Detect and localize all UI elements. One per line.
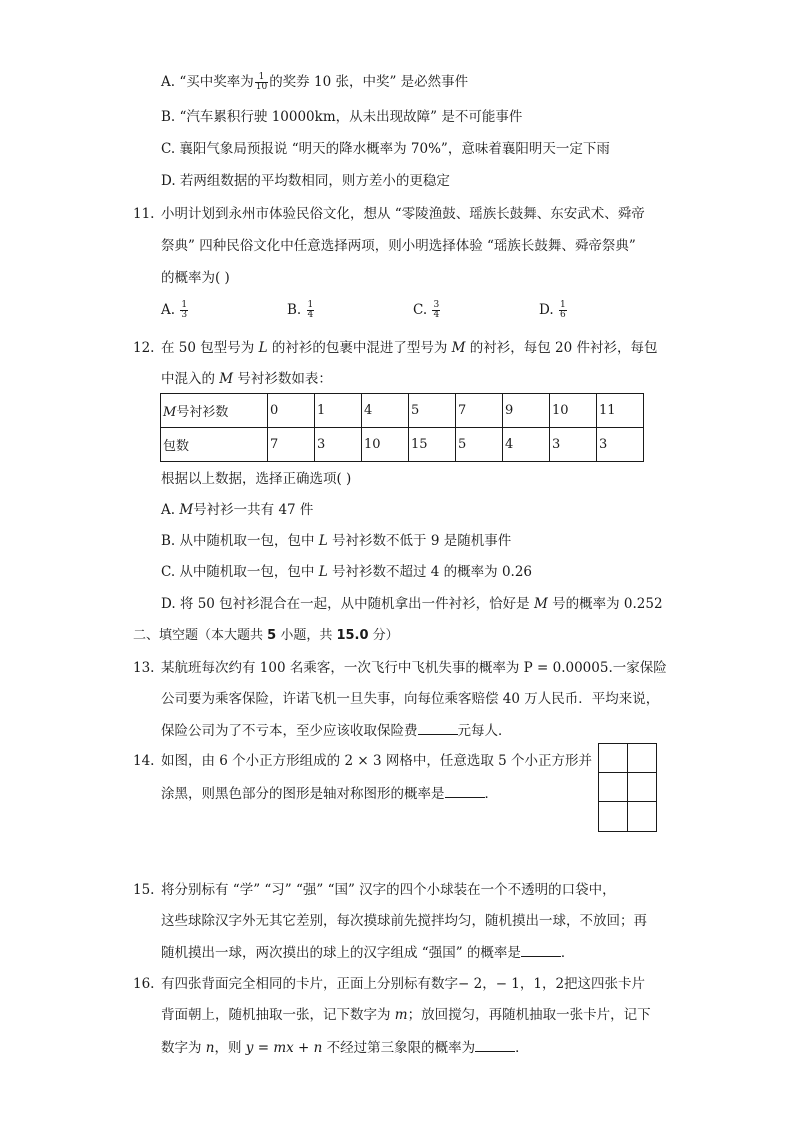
q12-line1 xyxy=(161,338,658,358)
table-cell: 3 xyxy=(315,428,362,462)
q16-line3 xyxy=(161,1037,529,1058)
q14-l2-b: ． xyxy=(484,786,498,802)
q11-option-d-fraction xyxy=(559,301,567,320)
q10-a-text-post: 的奖券 10 张，中奖” 是必然事件 xyxy=(269,74,469,90)
table-cell: 1 xyxy=(315,394,362,428)
q10-a-fraction xyxy=(255,73,268,92)
q10-a-text-pre: A. “买中奖率为 xyxy=(161,74,254,90)
section-2-suffix: 分） xyxy=(368,628,399,643)
q14-grid-figure xyxy=(598,743,657,832)
q11-d-num: 1 xyxy=(559,300,566,310)
q12-l1-a: 在 50 包型号为 xyxy=(161,340,259,356)
q15-number: 15. xyxy=(133,882,155,898)
q14-answer-blank[interactable] xyxy=(445,783,485,798)
table-cell: 4 xyxy=(503,428,550,462)
q12-l1-c: 的衬衫，每包 20 件衬衫，每包 xyxy=(465,340,658,356)
q12-a-text: 号衬衫一共有 47 件 xyxy=(193,502,314,518)
q11-a-num: 1 xyxy=(181,300,188,310)
table-row xyxy=(161,394,644,428)
table-var-m: M xyxy=(163,405,177,420)
grid-cell xyxy=(598,772,628,802)
q13-l3-b: 元每人． xyxy=(457,723,512,739)
table-cell: 9 xyxy=(503,394,550,428)
q15-line2: 这些球除汉字外无其它差别，每次摸球前先搅拌均匀，随机摸出一球，不放回；再 xyxy=(161,913,647,929)
q11-b-num: 1 xyxy=(307,300,314,310)
q13-line1: 某航班每次约有 100 名乘客，一次飞行中飞机失事的概率为 P = 0.00005.一家保险 xyxy=(161,660,667,676)
table-row1-label: 号衬衫数 xyxy=(176,405,229,420)
q16-number: 16. xyxy=(133,976,155,992)
q10-a-frac-num: 1 xyxy=(255,73,268,83)
table-row xyxy=(161,428,644,462)
table-cell: 3 xyxy=(597,428,644,462)
q12-d-a: D. 将 50 包衬衫混合在一起，从中随机拿出一件衬衫，恰好是 xyxy=(161,596,534,612)
q11-option-b-fraction xyxy=(307,301,315,320)
q16-equation: y = mx + n xyxy=(245,1040,323,1056)
q16-l2-a: 背面朝上，随机抽取一张，记下数字为 xyxy=(161,1007,395,1023)
q11-a-den: 3 xyxy=(181,310,188,320)
q12-data-table xyxy=(160,393,644,462)
section-2-count: 5 xyxy=(267,628,277,643)
q16-var-m: m xyxy=(394,1007,408,1023)
q11-option-b xyxy=(287,300,315,320)
q12-d-b: 号的概率为 0.252 xyxy=(547,596,663,612)
q13-number: 13. xyxy=(133,660,155,676)
q12-option-d xyxy=(161,594,663,614)
q11-option-a-fraction xyxy=(180,301,188,320)
table-cell: 3 xyxy=(550,428,597,462)
q11-option-a-label: A. xyxy=(161,302,176,318)
q12-a-var-m: M xyxy=(179,502,194,518)
grid-cell xyxy=(627,772,657,802)
q13-line3 xyxy=(161,720,512,741)
table-cell: 15 xyxy=(409,428,456,462)
section-2-score: 15.0 xyxy=(336,628,369,643)
q15-l3-b: ． xyxy=(560,945,575,961)
table-cell: 11 xyxy=(597,394,644,428)
q12-line2 xyxy=(161,369,332,389)
table-cell: 5 xyxy=(409,394,456,428)
q11-option-d xyxy=(539,300,568,320)
table-cell: 10 xyxy=(550,394,597,428)
table-cell: 10 xyxy=(362,428,409,462)
q11-line3: 的概率为( ) xyxy=(161,270,230,286)
q16-l3-b: ，则 xyxy=(214,1040,246,1056)
q11-option-d-label: D. xyxy=(539,302,554,318)
q12-l1-var-l: L xyxy=(258,340,268,356)
grid-cell xyxy=(627,801,657,832)
grid-cell xyxy=(598,743,628,773)
q12-a-label: A. xyxy=(161,502,180,518)
q12-option-a xyxy=(161,500,313,520)
q12-l2-a: 中混入的 xyxy=(161,371,220,387)
table-header-cell: 包数 xyxy=(161,428,268,462)
q12-d-var-m: M xyxy=(533,596,548,612)
q15-l3-a: 随机摸出一球，两次摸出的球上的汉字组成 “强国” 的概率是 xyxy=(161,945,521,961)
q11-number: 11. xyxy=(133,206,155,222)
q15-line3 xyxy=(161,942,574,963)
q12-option-b xyxy=(161,531,511,551)
q16-l3-c: 不经过第三象限的概率为 xyxy=(322,1040,476,1056)
q16-answer-blank[interactable] xyxy=(475,1037,515,1052)
q16-line1: 有四张背面完全相同的卡片，正面上分别标有数字− 2，− 1，1，2把这四张卡片 xyxy=(161,976,646,992)
q12-c-a: C. 从中随机取一包，包中 xyxy=(161,564,319,580)
q11-line2: 祭典” 四种民俗文化中任意选择两项，则小明选择体验 “瑶族长鼓舞、舜帝祭典” xyxy=(161,238,636,254)
q10-option-a xyxy=(161,72,468,92)
q11-option-c-fraction xyxy=(432,301,440,320)
q16-var-n: n xyxy=(205,1040,215,1056)
q11-b-den: 4 xyxy=(307,310,314,320)
table-cell: 7 xyxy=(268,428,315,462)
q12-l1-b: 的衬衫的包裹中混进了型号为 xyxy=(267,340,452,356)
grid-cell xyxy=(627,743,657,773)
grid-cell xyxy=(598,801,628,832)
q14-line1: 如图，由 6 个小正方形组成的 2 × 3 网格中，任意选取 5 个小正方形并 xyxy=(161,753,592,769)
q11-option-a xyxy=(161,300,189,320)
q11-c-num: 3 xyxy=(433,300,440,310)
q11-c-den: 4 xyxy=(433,310,440,320)
q10-option-d: D. 若两组数据的平均数相同，则方差小的更稳定 xyxy=(161,173,450,189)
q12-l1-var-m: M xyxy=(451,340,466,356)
q11-option-c xyxy=(413,300,441,320)
q11-d-den: 6 xyxy=(559,310,566,320)
q10-a-frac-den: 10 xyxy=(255,82,268,92)
table-cell: 4 xyxy=(362,394,409,428)
q12-b-a: B. 从中随机取一包，包中 xyxy=(161,533,319,549)
q16-l3-d: ． xyxy=(515,1040,529,1056)
q13-answer-blank[interactable] xyxy=(418,720,458,735)
q10-option-b: B. “汽车累积行驶 10000km，从未出现故障” 是不可能事件 xyxy=(161,109,523,125)
q12-l2-var-m: M xyxy=(219,371,234,387)
q16-l3-a: 数字为 xyxy=(161,1040,206,1056)
q12-b-var-l: L xyxy=(318,533,328,549)
q13-line2: 公司要为乘客保险，许诺飞机一旦失事，向每位乘客赔偿 40 万人民币．平均来说， xyxy=(161,691,660,707)
q12-option-c xyxy=(161,562,532,582)
table-cell: 0 xyxy=(268,394,315,428)
q14-number: 14. xyxy=(133,753,155,769)
section-2-mid: 小题，共 xyxy=(276,628,337,643)
section-2-title xyxy=(133,626,399,646)
q12-b-b: 号衬衫数不低于 9 是随机事件 xyxy=(327,533,512,549)
section-2-prefix: 二、填空题（本大题共 xyxy=(133,628,268,643)
q12-c-b: 号衬衫数不超过 4 的概率为 0.26 xyxy=(327,564,533,580)
table-cell: 7 xyxy=(456,394,503,428)
q15-answer-blank[interactable] xyxy=(521,942,561,957)
q12-number: 12. xyxy=(133,340,155,356)
q16-line2 xyxy=(161,1005,651,1025)
table-header-cell xyxy=(161,394,268,428)
q12-instruction: 根据以上数据，选择正确选项( ) xyxy=(161,471,352,487)
q12-c-var-l: L xyxy=(318,564,328,580)
q11-line1: 小明计划到永州市体验民俗文化，想从 “零陵渔鼓、瑶族长鼓舞、东安武术、舜帝 xyxy=(161,206,645,222)
q15-line1: 将分别标有 “学” “习” “强” “国” 汉字的四个小球装在一个不透明的口袋中， xyxy=(161,882,616,898)
q10-option-c: C. 襄阳气象局预报说 “明天的降水概率为 70%”，意味着襄阳明天一定下雨 xyxy=(161,141,610,157)
q12-l2-b: 号衬衫数如表： xyxy=(233,371,332,387)
q13-l3-a: 保险公司为了不亏本，至少应该收取保险费 xyxy=(161,723,418,739)
q16-l2-b: ；放回搅匀，再随机抽取一张卡片，记下 xyxy=(407,1007,651,1023)
q11-option-c-label: C. xyxy=(413,302,428,318)
q14-line2 xyxy=(161,783,498,804)
q11-option-b-label: B. xyxy=(287,302,302,318)
q14-l2-a: 涂黑，则黑色部分的图形是轴对称图形的概率是 xyxy=(161,786,445,802)
table-cell: 5 xyxy=(456,428,503,462)
